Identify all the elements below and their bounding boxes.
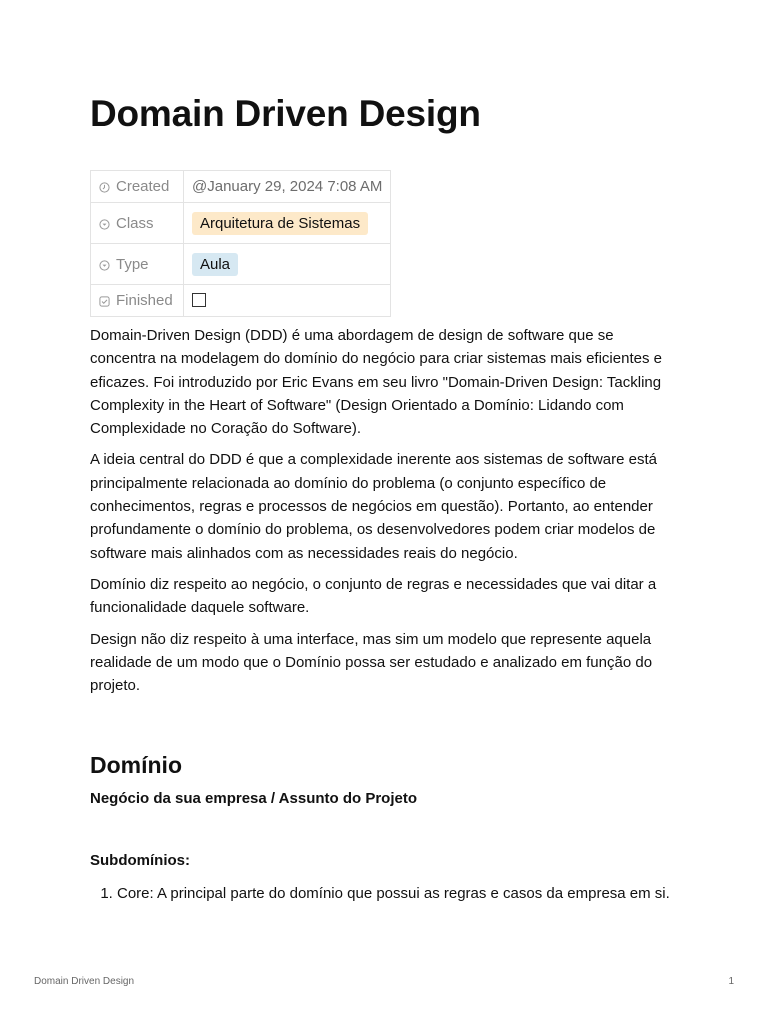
footer-title: Domain Driven Design: [34, 976, 135, 987]
page-title: Domain Driven Design: [90, 93, 481, 134]
paragraph: Domínio diz respeito ao negócio, o conjunto de regras e necessidades que vai ditar a funcionalidade daquele software.: [90, 575, 657, 617]
property-value-cell[interactable]: [184, 244, 391, 285]
property-name-cell: [91, 171, 184, 203]
document-body: [90, 324, 680, 705]
property-name-cell: [91, 203, 184, 244]
checkbox-icon: [99, 296, 110, 307]
property-row-class: [91, 203, 391, 244]
page-number: 1: [728, 976, 734, 987]
property-value-cell[interactable]: [184, 203, 391, 244]
paragraph: Design não diz respeito à uma interface, mas sim um modelo que represente aquela realidade de um modo que o Domínio possa ser estudado e analizado em função do projeto.: [90, 630, 653, 695]
property-name-cell: [91, 244, 184, 285]
section-subheading: Negócio da sua empresa / Assunto do Projeto: [90, 790, 418, 807]
list-item: 1. Core: A principal parte do domínio que possui as regras e casos da empresa em si.: [117, 883, 697, 905]
type-tag[interactable]: Aula: [192, 253, 238, 276]
property-value-cell[interactable]: [184, 171, 391, 203]
created-date[interactable]: @January 29, 2024 7:08 AM: [192, 178, 383, 195]
properties-table: [90, 170, 391, 317]
paragraph: Domain-Driven Design (DDD) é uma abordagem de design de software que se concentra na modelagem do domínio do negócio para criar sistemas mais eficientes e eficazes. Foi introduzido por Eric Evans em seu livro "Domain-Driven Design: Tackling Complexity in the Heart of Software" (Design Orientado a Domínio: Lidando com Complexidade no Coração do Software).: [90, 327, 662, 438]
property-row-type: [91, 244, 391, 285]
clock-icon: [99, 182, 110, 193]
section-heading: Domínio: [90, 752, 182, 778]
finished-checkbox[interactable]: [192, 293, 206, 307]
paragraph: A ideia central do DDD é que a complexidade inerente aos sistemas de software está principalmente relacionada ao domínio do problema (o conjunto específico de conhecimentos, regras e processos de negócios em questão). Portanto, ao entender profundamente o domínio do problema, os desenvolvedores podem criar modelos de software mais alinhados com as necessidades reais do negócio.: [90, 451, 657, 562]
property-value-cell[interactable]: [184, 285, 391, 317]
property-label: Created: [116, 178, 170, 195]
property-label: Finished: [116, 292, 173, 309]
subdomains-label: Subdomínios:: [90, 852, 190, 869]
select-icon: [99, 219, 110, 230]
class-tag[interactable]: Arquitetura de Sistemas: [192, 212, 368, 235]
property-row-finished: [91, 285, 391, 317]
property-label: Class: [116, 214, 154, 232]
property-row-created: [91, 171, 391, 203]
subdomains-list: [90, 883, 697, 905]
property-name-cell: [91, 285, 184, 317]
property-label: Type: [116, 255, 149, 273]
select-icon: [99, 260, 110, 271]
